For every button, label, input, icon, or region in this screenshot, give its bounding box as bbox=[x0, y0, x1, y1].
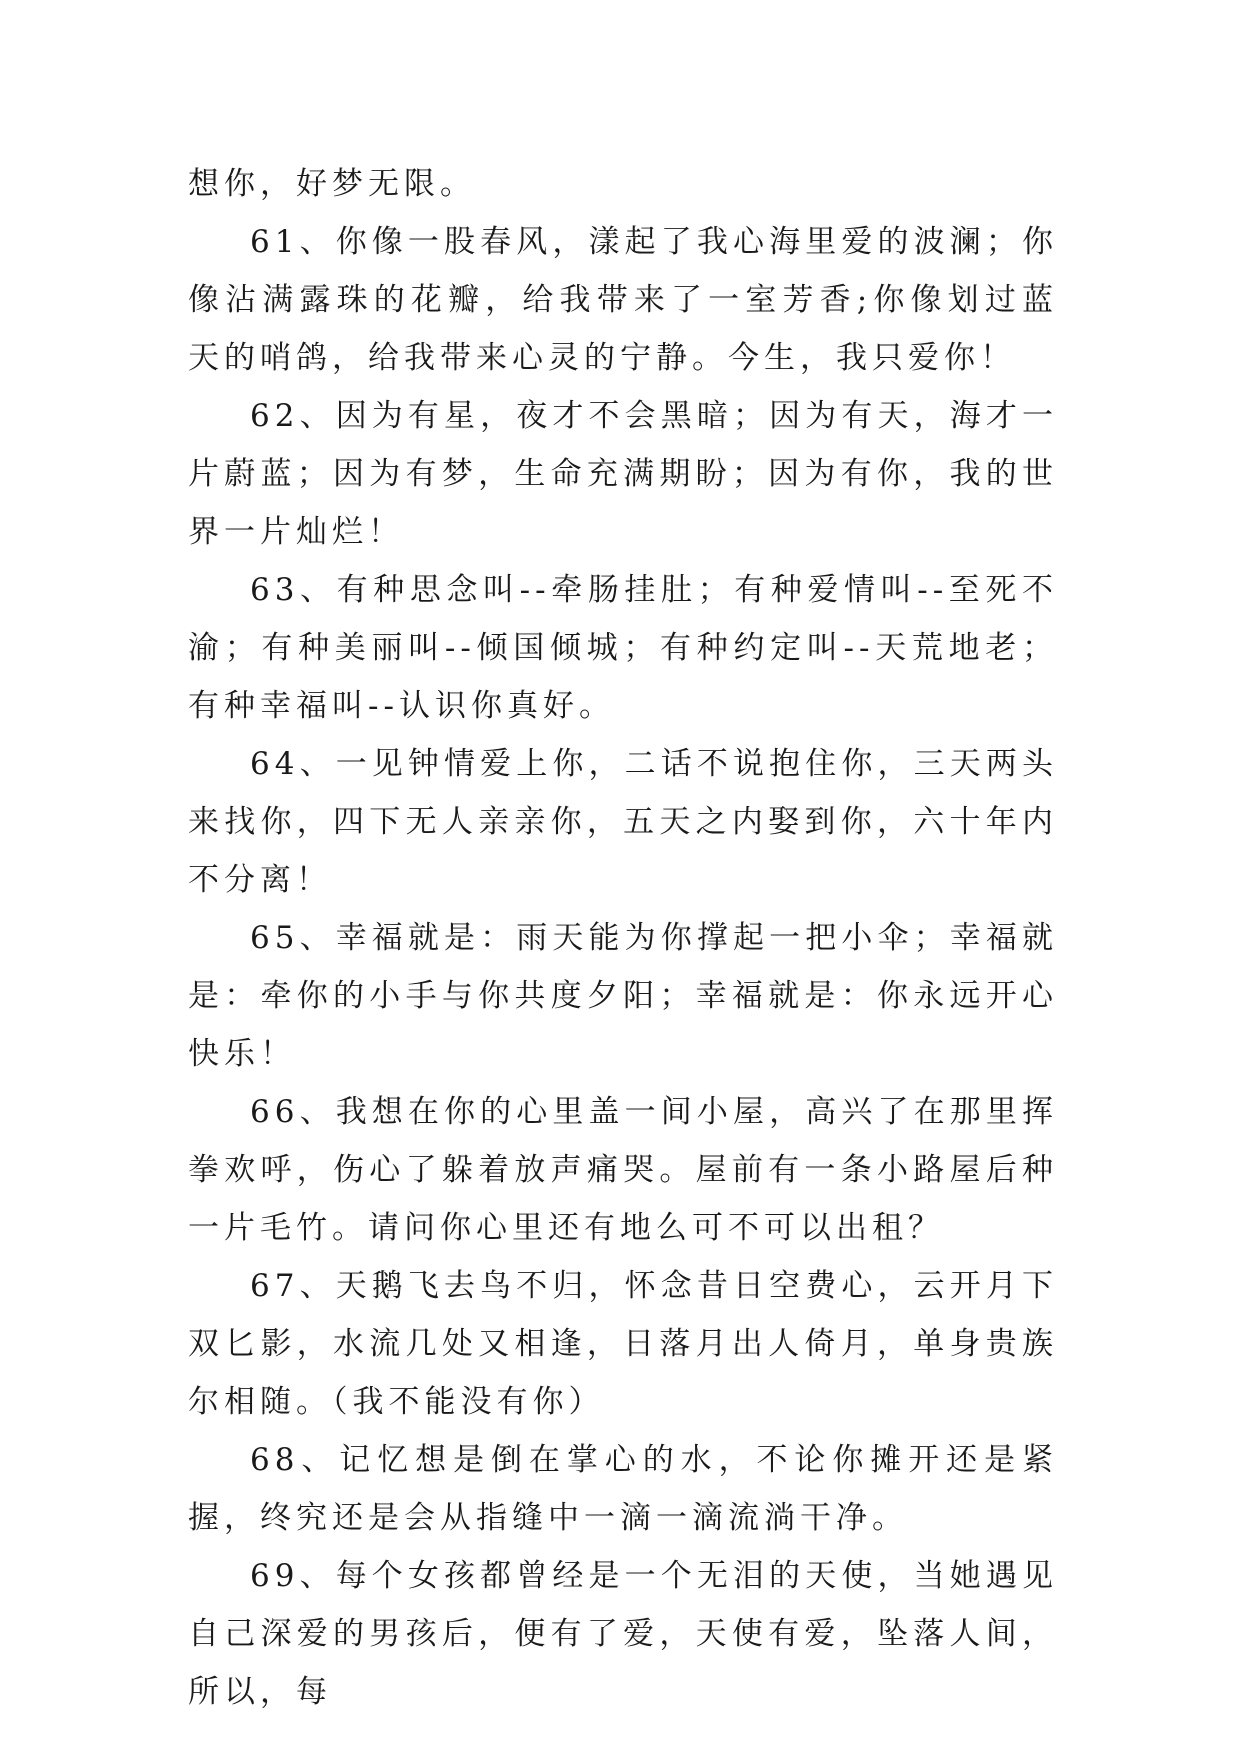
paragraph-63: 63、有种思念叫--牵肠挂肚；有种爱情叫--至死不渝；有种美丽叫--倾国倾城；有种约定叫--天荒地老；有种幸福叫--认识你真好。 bbox=[188, 572, 1058, 724]
paragraph-61: 61、你像一股春风，漾起了我心海里爱的波澜；你像沾满露珠的花瓣，给我带来了一室芳香;你像划过蓝天的哨鸽，给我带来心灵的宁静。今生，我只爱你！ bbox=[188, 224, 1058, 376]
paragraph-62: 62、因为有星，夜才不会黑暗；因为有天，海才一片蔚蓝；因为有梦，生命充满期盼；因为有你，我的世界一片灿烂！ bbox=[188, 398, 1058, 550]
paragraph-67: 67、天鹅飞去鸟不归，怀念昔日空费心，云开月下双匕影，水流几处又相逢，日落月出人倚月，单身贵族尔相随。（我不能没有你） bbox=[188, 1268, 1058, 1420]
paragraph-66: 66、我想在你的心里盖一间小屋，高兴了在那里挥拳欢呼，伤心了躲着放声痛哭。屋前有一条小路屋后种一片毛竹。请问你心里还有地么可不可以出租？ bbox=[188, 1094, 1058, 1246]
paragraph-68: 68、记忆想是倒在掌心的水，不论你摊开还是紧握，终究还是会从指缝中一滴一滴流淌干净。 bbox=[188, 1442, 1058, 1536]
paragraph-64: 64、一见钟情爱上你，二话不说抱住你，三天两头来找你，四下无人亲亲你，五天之内娶到你，六十年内不分离！ bbox=[188, 746, 1058, 898]
document-body bbox=[188, 155, 1058, 1721]
paragraph-69: 69、每个女孩都曾经是一个无泪的天使，当她遇见自己深爱的男孩后，便有了爱，天使有爱，坠落人间，所以，每 bbox=[188, 1558, 1058, 1710]
paragraph-continuation: 想你，好梦无限。 bbox=[188, 166, 476, 202]
paragraph-65: 65、幸福就是：雨天能为你撑起一把小伞；幸福就是：牵你的小手与你共度夕阳；幸福就是：你永远开心快乐！ bbox=[188, 920, 1058, 1072]
